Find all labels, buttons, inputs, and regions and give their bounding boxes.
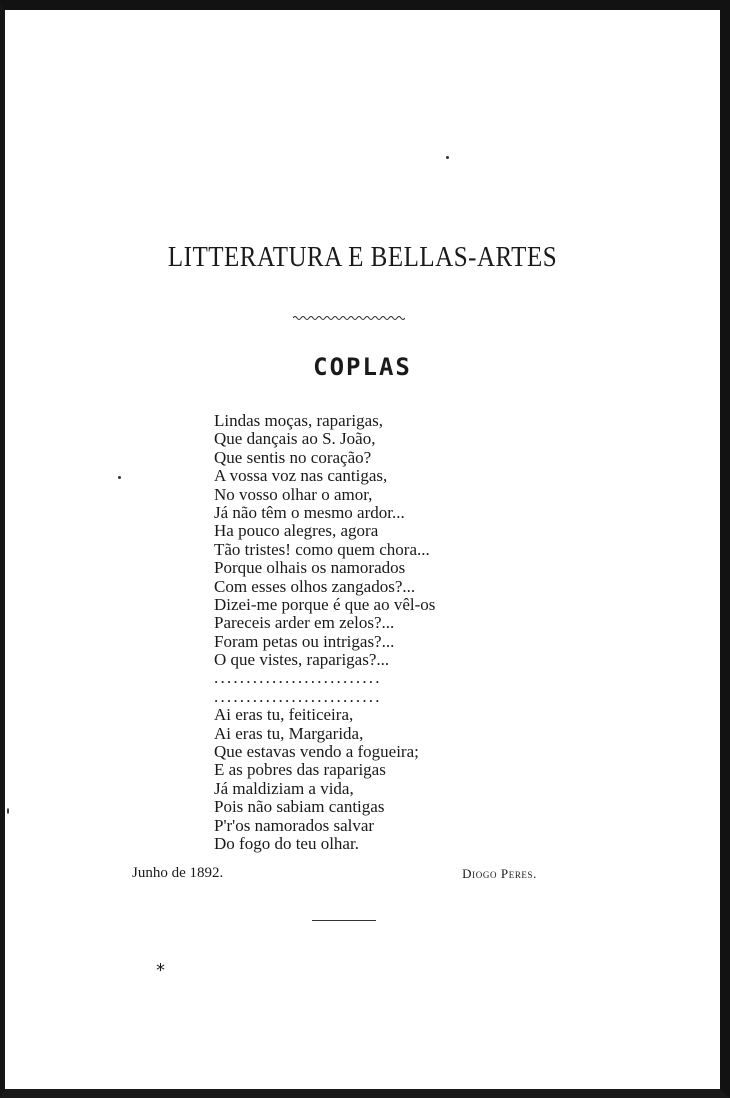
- print-speck: [7, 808, 9, 814]
- verse-line: A vossa voz nas cantigas,: [214, 466, 388, 486]
- verse-line: Que sentis no coração?: [214, 447, 372, 467]
- ellipsis-line: ..........................: [214, 668, 382, 688]
- verse-line: Lindas moças, raparigas,: [214, 411, 383, 430]
- author-name: Diogo Peres.: [462, 866, 537, 881]
- verse-line: Ha pouco alegres, agora: [214, 521, 379, 541]
- verse-line: E as pobres das raparigas: [214, 760, 386, 780]
- verse-line: O que vistes, raparigas?...: [214, 650, 390, 670]
- verse-line: Do fogo do teu olhar.: [214, 833, 359, 853]
- verse-line: Com esses olhos zangados?...: [214, 576, 416, 596]
- verse-line: Pareceis arder em zelos?...: [214, 613, 395, 633]
- verse-line: Tão tristes! como quem chora...: [214, 539, 430, 559]
- poem-verse: [214, 412, 435, 853]
- verse-line: Pois não sabiam cantigas: [214, 797, 385, 817]
- print-speck: [118, 476, 121, 479]
- verse-line: P'r'os namorados salvar: [214, 815, 375, 835]
- section-title: LITTERATURA E BELLAS-ARTES: [167, 242, 558, 273]
- wavy-ornament: [293, 314, 405, 322]
- ellipsis-line: ..........................: [214, 686, 382, 706]
- verse-line: Já não têm o mesmo ardor...: [214, 502, 405, 522]
- verse-line: Já maldiziam a vida,: [214, 778, 354, 798]
- verse-line: Dizei-me porque é que ao vêl-os: [214, 594, 436, 614]
- verse-line: Porque olhais os namorados: [214, 558, 406, 578]
- closing-rule: [312, 920, 376, 921]
- date-line: Junho de 1892.: [132, 865, 224, 881]
- verse-line: No vosso olhar o amor,: [214, 484, 373, 504]
- verse-line: Que estavas vendo a fogueira;: [214, 742, 419, 762]
- verse-line: Foram petas ou intrigas?...: [214, 631, 395, 651]
- verse-line: Que dançais ao S. João,: [214, 429, 376, 449]
- poem-title: COPLAS: [313, 353, 412, 381]
- verse-line: Ai eras tu, Margarida,: [214, 723, 364, 743]
- verse-line: Ai eras tu, feiticeira,: [214, 705, 354, 725]
- print-speck: [446, 156, 449, 159]
- asterisk-mark: *: [156, 960, 165, 981]
